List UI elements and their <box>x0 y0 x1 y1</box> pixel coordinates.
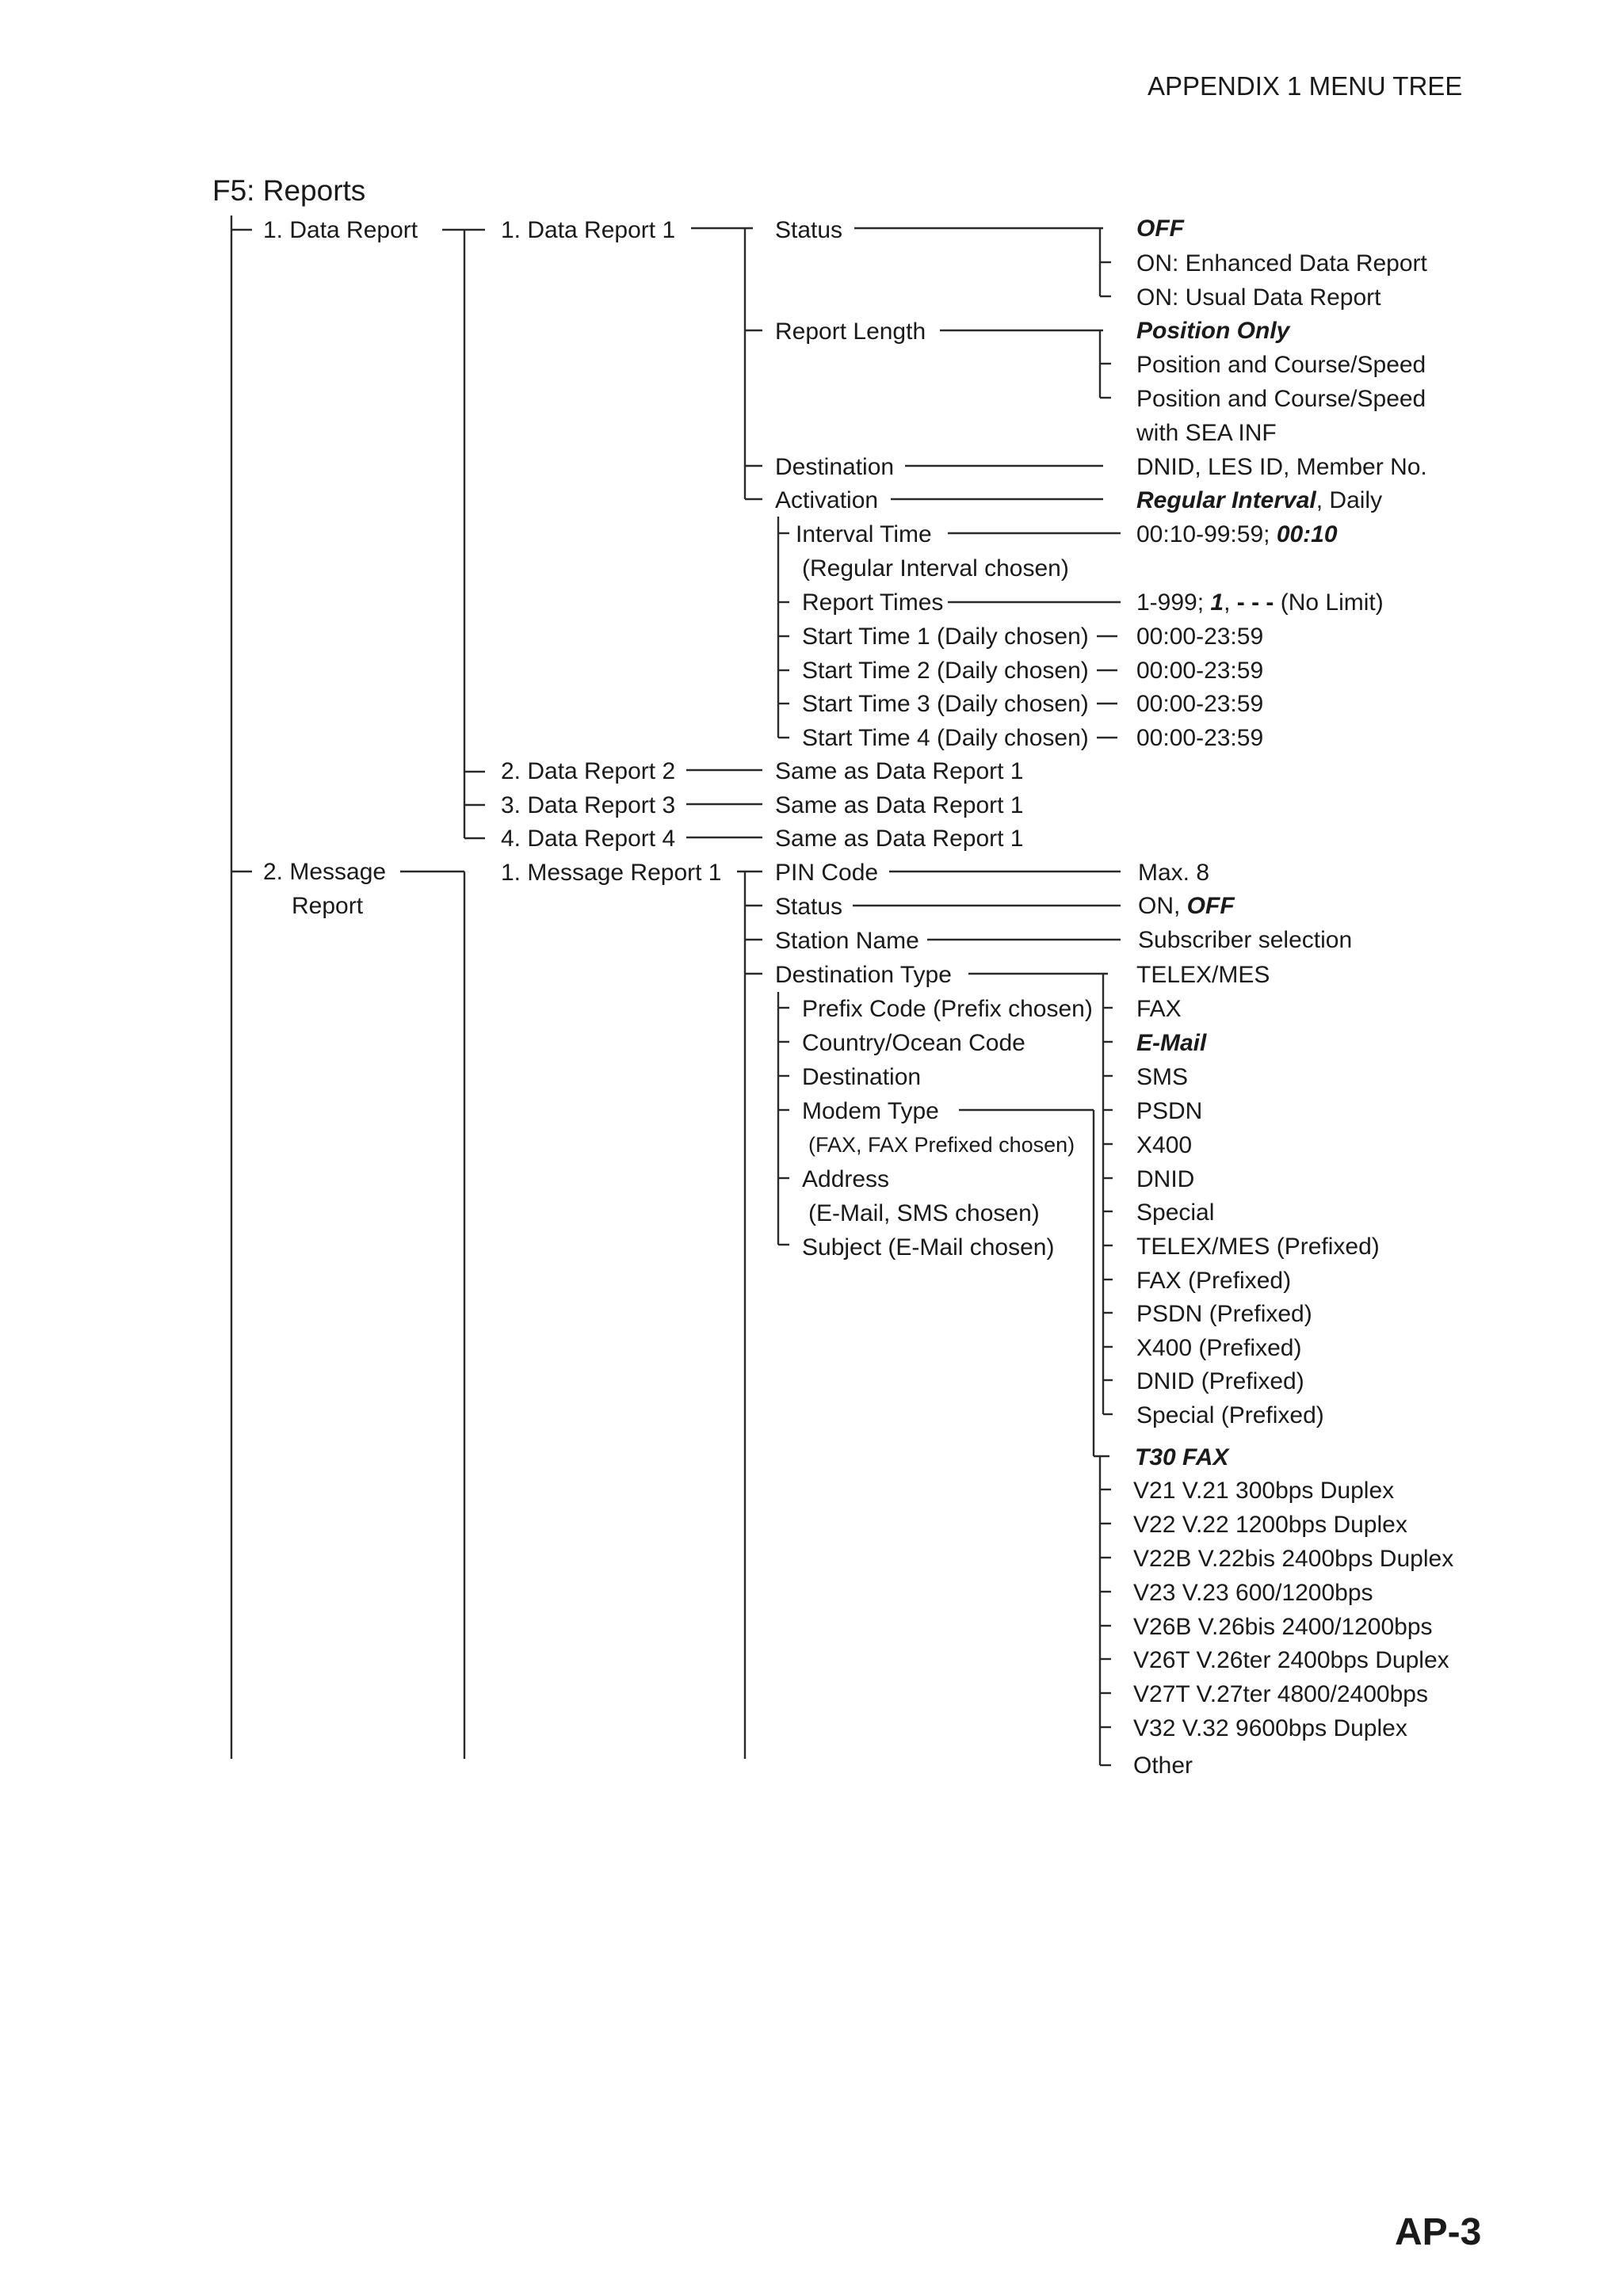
menu-item-message-report[interactable]: 2. Message <box>263 859 387 885</box>
option-modem: T30 FAX <box>1135 1444 1229 1470</box>
menu-item-message-destination[interactable]: Destination <box>802 1064 922 1090</box>
same-as-data-report-1: Same as Data Report 1 <box>775 792 1024 818</box>
option-activation-regular: Regular Interval <box>1136 487 1316 513</box>
menu-item-data-report-4[interactable]: 4. Data Report 4 <box>501 826 676 852</box>
menu-item-data-report[interactable]: 1. Data Report <box>263 217 418 243</box>
option-dest-type: X400 (Prefixed) <box>1136 1335 1302 1361</box>
menu-item-start-time-2[interactable]: Start Time 2 (Daily chosen) <box>802 658 1089 684</box>
option-start-time-3-range: 00:00-23:59 <box>1136 691 1264 717</box>
option-modem: Other <box>1133 1753 1193 1779</box>
option-modem: V23 V.23 600/1200bps <box>1133 1580 1373 1606</box>
option-modem: V26B V.26bis 2400/1200bps <box>1133 1614 1433 1640</box>
report-times-nolimit: (No Limit) <box>1274 589 1384 616</box>
option-status-off: OFF <box>1136 215 1184 242</box>
interval-default: 00:10 <box>1276 521 1338 547</box>
option-modem: V32 V.32 9600bps Duplex <box>1133 1715 1407 1741</box>
option-position-only: Position Only <box>1136 318 1290 344</box>
option-activation <box>1136 489 1382 513</box>
menu-item-destination[interactable]: Destination <box>775 454 895 480</box>
option-modem: V21 V.21 300bps Duplex <box>1133 1478 1395 1504</box>
address-note: (E-Mail, SMS chosen) <box>808 1200 1040 1226</box>
menu-item-data-report-2[interactable]: 2. Data Report 2 <box>501 758 676 784</box>
option-start-time-4-range: 00:00-23:59 <box>1136 725 1264 751</box>
option-dest-type: Special (Prefixed) <box>1136 1402 1324 1428</box>
option-dest-type: FAX <box>1136 996 1182 1022</box>
menu-item-start-time-3[interactable]: Start Time 3 (Daily chosen) <box>802 691 1089 717</box>
menu-item-message-status[interactable]: Status <box>775 894 843 920</box>
menu-item-pin-code[interactable]: PIN Code <box>775 860 879 886</box>
menu-item-subject[interactable]: Subject (E-Mail chosen) <box>802 1234 1055 1261</box>
report-times-default: 1 <box>1210 589 1224 616</box>
option-dest-type: PSDN <box>1136 1098 1203 1124</box>
option-dest-type: E-Mail <box>1136 1030 1207 1056</box>
option-dest-type: SMS <box>1136 1064 1189 1090</box>
menu-title: F5: Reports <box>212 174 366 207</box>
report-times-dash: - - - <box>1236 589 1274 616</box>
menu-item-country-ocean-code[interactable]: Country/Ocean Code <box>802 1030 1025 1056</box>
option-start-time-1-range: 00:00-23:59 <box>1136 624 1264 650</box>
report-times-sep: , <box>1224 589 1237 616</box>
option-dest-type: PSDN (Prefixed) <box>1136 1301 1312 1327</box>
option-modem: V22B V.22bis 2400bps Duplex <box>1133 1546 1454 1572</box>
option-status-usual: ON: Usual Data Report <box>1136 284 1381 311</box>
option-dest-type: TELEX/MES <box>1136 962 1270 988</box>
modem-type-note: (FAX, FAX Prefixed chosen) <box>808 1133 1075 1157</box>
option-destination-values: DNID, LES ID, Member No. <box>1136 454 1427 480</box>
menu-item-message-report-line2[interactable]: Report <box>292 893 364 919</box>
menu-item-destination-type[interactable]: Destination Type <box>775 962 952 988</box>
option-position-course-speed-sea: Position and Course/Speed <box>1136 386 1426 412</box>
menu-item-start-time-1[interactable]: Start Time 1 (Daily chosen) <box>802 624 1089 650</box>
option-status-enhanced: ON: Enhanced Data Report <box>1136 250 1427 277</box>
menu-item-prefix-code[interactable]: Prefix Code (Prefix chosen) <box>802 996 1093 1022</box>
menu-item-message-report-1[interactable]: 1. Message Report 1 <box>501 860 722 886</box>
option-dest-type: DNID <box>1136 1166 1195 1192</box>
option-subscriber-selection: Subscriber selection <box>1138 927 1353 953</box>
option-dest-type: Special <box>1136 1199 1215 1226</box>
menu-item-data-report-1[interactable]: 1. Data Report 1 <box>501 217 676 243</box>
option-modem: V22 V.22 1200bps Duplex <box>1133 1512 1407 1538</box>
page-number: AP-3 <box>1395 2211 1482 2253</box>
option-modem: V26T V.26ter 2400bps Duplex <box>1133 1647 1449 1673</box>
same-as-data-report-1: Same as Data Report 1 <box>775 826 1024 852</box>
option-interval-time <box>1136 523 1338 547</box>
option-dest-type: DNID (Prefixed) <box>1136 1368 1304 1394</box>
menu-item-activation[interactable]: Activation <box>775 487 879 513</box>
menu-item-status[interactable]: Status <box>775 217 843 243</box>
option-position-course-speed: Position and Course/Speed <box>1136 352 1426 378</box>
option-activation-daily: , Daily <box>1316 487 1383 513</box>
message-status-off: OFF <box>1186 893 1235 919</box>
option-start-time-2-range: 00:00-23:59 <box>1136 658 1264 684</box>
option-modem: V27T V.27ter 4800/2400bps <box>1133 1681 1428 1707</box>
menu-item-interval-time[interactable]: Interval Time <box>796 521 932 547</box>
option-report-times <box>1136 591 1384 615</box>
menu-item-report-times[interactable]: Report Times <box>802 589 944 616</box>
interval-range: 00:10-99:59; <box>1136 521 1277 547</box>
message-status-on: ON, <box>1138 893 1187 919</box>
menu-item-modem-type[interactable]: Modem Type <box>802 1098 939 1124</box>
interval-time-note: (Regular Interval chosen) <box>802 555 1069 582</box>
menu-item-report-length[interactable]: Report Length <box>775 318 926 345</box>
option-pin-max: Max. 8 <box>1138 860 1210 886</box>
menu-item-data-report-3[interactable]: 3. Data Report 3 <box>501 792 676 818</box>
menu-item-start-time-4[interactable]: Start Time 4 (Daily chosen) <box>802 725 1089 751</box>
page-header: APPENDIX 1 MENU TREE <box>1148 71 1463 101</box>
menu-item-station-name[interactable]: Station Name <box>775 928 919 954</box>
option-message-status <box>1138 894 1235 918</box>
menu-item-address[interactable]: Address <box>802 1166 890 1192</box>
option-dest-type: X400 <box>1136 1132 1193 1158</box>
option-dest-type: FAX (Prefixed) <box>1136 1268 1292 1294</box>
option-position-course-speed-sea-line2: with SEA INF <box>1136 420 1277 446</box>
report-times-range: 1-999; <box>1136 589 1211 616</box>
option-dest-type: TELEX/MES (Prefixed) <box>1136 1234 1380 1260</box>
same-as-data-report-1: Same as Data Report 1 <box>775 758 1024 784</box>
